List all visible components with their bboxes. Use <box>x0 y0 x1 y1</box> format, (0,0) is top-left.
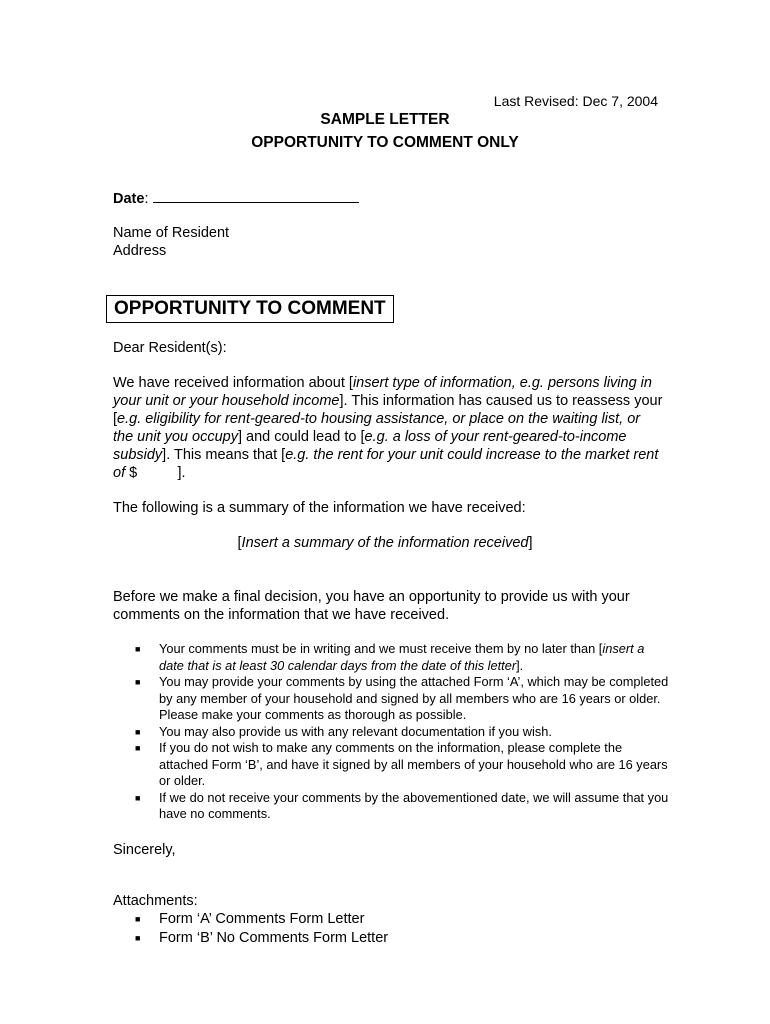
bullet-text: You may also provide us with any relevant documentation if you wish. <box>159 723 552 739</box>
para1-placeholder-3: e.g. a loss of your rent-geared-to-income subsidy <box>113 429 627 463</box>
date-label: Date <box>113 191 145 207</box>
recipient-block <box>113 224 663 260</box>
bullet-text: If we do not receive your comments by the abovementioned date, we will assume that you have no comments. <box>159 789 669 821</box>
salutation: Dear Resident(s): <box>113 340 227 356</box>
para1-text-2: ]. This information has caused us to reassess your [ <box>113 393 663 427</box>
attachments-label: Attachments: <box>113 893 198 909</box>
summary-placeholder <box>0 535 770 551</box>
summary-open-bracket: [ <box>237 535 242 551</box>
list-item <box>130 740 670 790</box>
bullet-square-icon: ■ <box>135 743 141 753</box>
date-colon: : <box>144 191 149 207</box>
para1-text-5: $ ]. <box>129 465 186 481</box>
summary-placeholder-text: Insert a summary of the information received <box>241 535 529 551</box>
attachment-form-b: Form ‘B’ No Comments Form Letter <box>159 929 389 946</box>
recipient-address: Address <box>113 243 167 259</box>
list-item <box>130 929 388 948</box>
bullet-square-icon: ■ <box>135 792 141 803</box>
bullet-text: If you do not wish to make any comments on the information, please complete the attached Form ‘B’, and have it signed by all members of your household who are 16 years or older. <box>159 740 668 788</box>
letter-subtitle: OPPORTUNITY TO COMMENT ONLY <box>251 134 519 151</box>
paragraph-information-received <box>113 374 663 482</box>
para1-text-3: ] and could lead to [ <box>237 429 365 445</box>
paragraph-summary-intro: The following is a summary of the information we have received: <box>113 500 526 516</box>
bullet-placeholder: insert a date that is at least 30 calendar days from the date of this letter <box>159 641 645 673</box>
instructions-list <box>130 641 670 823</box>
bullet-text-end: ]. <box>516 657 524 673</box>
list-item <box>130 790 670 823</box>
para1-placeholder-2: e.g. eligibility for rent-geared-to housing assistance, or place on the waiting list, or the unit you occupy <box>113 411 641 445</box>
date-field <box>113 188 663 208</box>
para1-placeholder-4: e.g. the rent for your unit could increase to the market rent of <box>113 447 659 481</box>
bullet-text: You may provide your comments by using the attached Form ‘A’, which may be completed by any member of your household and signed by all members who are 16 years or older. Please make your comments as thorough as possible. <box>159 674 669 722</box>
bullet-square-icon: ■ <box>135 914 141 924</box>
bullet-square-icon: ■ <box>135 932 141 943</box>
summary-close-bracket: ] <box>528 535 533 551</box>
paragraph-final-decision: Before we make a final decision, you have an opportunity to provide us with your comments on the information that we have received. <box>113 589 630 623</box>
bullet-square-icon: ■ <box>135 644 141 654</box>
para1-placeholder-1: insert type of information, e.g. persons living in your unit or your household income <box>113 375 652 409</box>
list-item <box>130 724 670 741</box>
list-item <box>130 641 670 674</box>
bullet-square-icon: ■ <box>135 726 141 737</box>
attachments-list <box>130 910 388 947</box>
bullet-text: Your comments must be in writing and we must receive them by no later than [ <box>159 641 603 656</box>
closing: Sincerely, <box>113 842 176 858</box>
section-heading: OPPORTUNITY TO COMMENT <box>106 295 394 323</box>
letter-title: SAMPLE LETTER <box>320 111 450 128</box>
para1-text-1: We have received information about [ <box>113 375 353 391</box>
list-item <box>130 910 388 929</box>
attachment-form-a: Form ‘A’ Comments Form Letter <box>159 911 365 927</box>
last-revised-date: Last Revised: Dec 7, 2004 <box>493 93 658 109</box>
date-blank-line <box>153 188 359 203</box>
recipient-name: Name of Resident <box>113 225 230 241</box>
bullet-square-icon: ■ <box>135 677 141 687</box>
para1-text-4: ]. This means that [ <box>162 447 286 463</box>
list-item <box>130 674 670 724</box>
